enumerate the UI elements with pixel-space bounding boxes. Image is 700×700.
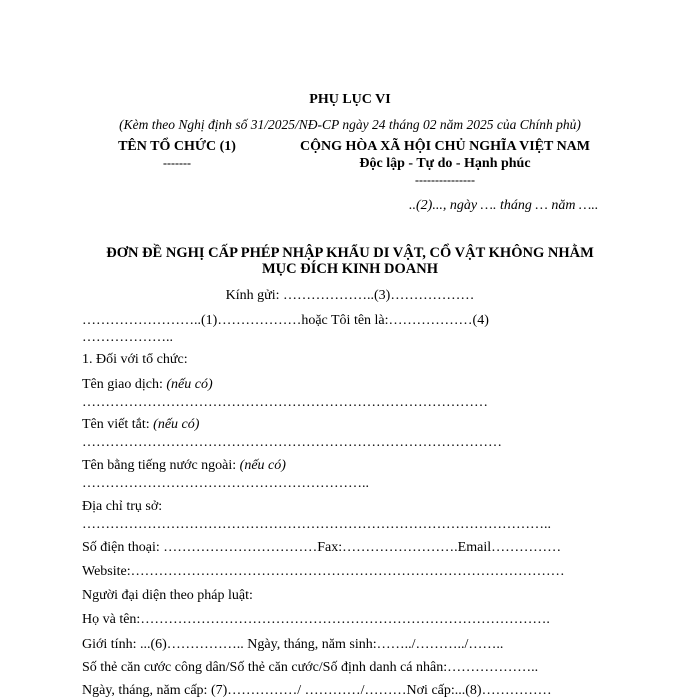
address-dots: ……………………………………………………………………………………….. — [82, 517, 551, 532]
trade-name-dots: …………………………………………………………………………… — [82, 395, 488, 410]
foreign-name-label: Tên bằng tiếng nước ngoài: — [82, 458, 240, 473]
org-dash: ------- — [163, 156, 191, 170]
abbreviation-dots: ……………………………………………………………………………… — [82, 435, 502, 450]
appendix-title: PHỤ LỤC VI — [309, 92, 391, 107]
legal-representative-heading: Người đại diện theo pháp luật: — [82, 588, 253, 603]
website-line: Website:………………………………………………………………………………… — [82, 564, 565, 579]
full-name-line: Họ và tên:……………………………………………………………………………. — [82, 612, 550, 627]
recipient: Kính gửi: ………………..(3)……………… — [225, 288, 475, 303]
intro-line-1: ……………………..(1)………………hoặc Tôi tên là:………………(4) — [82, 313, 489, 328]
document-title-line1: ĐƠN ĐỀ NGHỊ CẤP PHÉP NHẬP KHẨU DI VẬT, CỔ VẬT KHÔNG NHẰM — [106, 245, 594, 261]
id-number-line: Số thẻ căn cước công dân/Số thẻ căn cước/Số định danh cá nhân:……………….. — [82, 660, 539, 675]
foreign-name-dots: …………………………………………………….. — [82, 476, 369, 491]
intro-line-2: ……………….. — [82, 330, 173, 345]
abbreviation-field — [82, 416, 199, 433]
foreign-name-field — [82, 457, 286, 474]
abbreviation-label: Tên viết tắt: — [82, 417, 154, 432]
motto-dash: --------------- — [415, 173, 475, 187]
country-name: CỘNG HÒA XÃ HỘI CHỦ NGHĨA VIỆT NAM — [299, 139, 591, 154]
address-label: Địa chỉ trụ sở: — [82, 499, 163, 514]
if-any-note: (nếu có) — [153, 417, 200, 432]
if-any-note: (nếu có) — [166, 377, 213, 392]
gender-birthdate-line: Giới tính: ...(6)…………….. Ngày, tháng, năm sinh:……../………../…….. — [82, 637, 504, 652]
document-title-line2: MỤC ĐÍCH KINH DOANH — [261, 261, 439, 277]
trade-name-label: Tên giao dịch: — [82, 377, 167, 392]
appendix-note: (Kèm theo Nghị định số 31/2025/NĐ-CP ngày 24 tháng 02 năm 2025 của Chính phủ) — [119, 117, 581, 132]
section-1-heading: 1. Đối với tổ chức: — [82, 352, 188, 367]
motto: Độc lập - Tự do - Hạnh phúc — [359, 156, 531, 171]
org-label: TÊN TỔ CHỨC (1) — [118, 139, 236, 154]
if-any-note: (nếu có) — [239, 458, 286, 473]
contact-line: Số điện thoại: ……………………………Fax:…………………….Email…………… — [82, 540, 562, 555]
trade-name-field — [82, 376, 213, 393]
issue-date-line: Ngày, tháng, năm cấp: (7)……………/ …………/………Nơi cấp:...(8)…………… — [82, 683, 552, 698]
place-date: ..(2)..., ngày …. tháng … năm ….. — [409, 198, 599, 213]
